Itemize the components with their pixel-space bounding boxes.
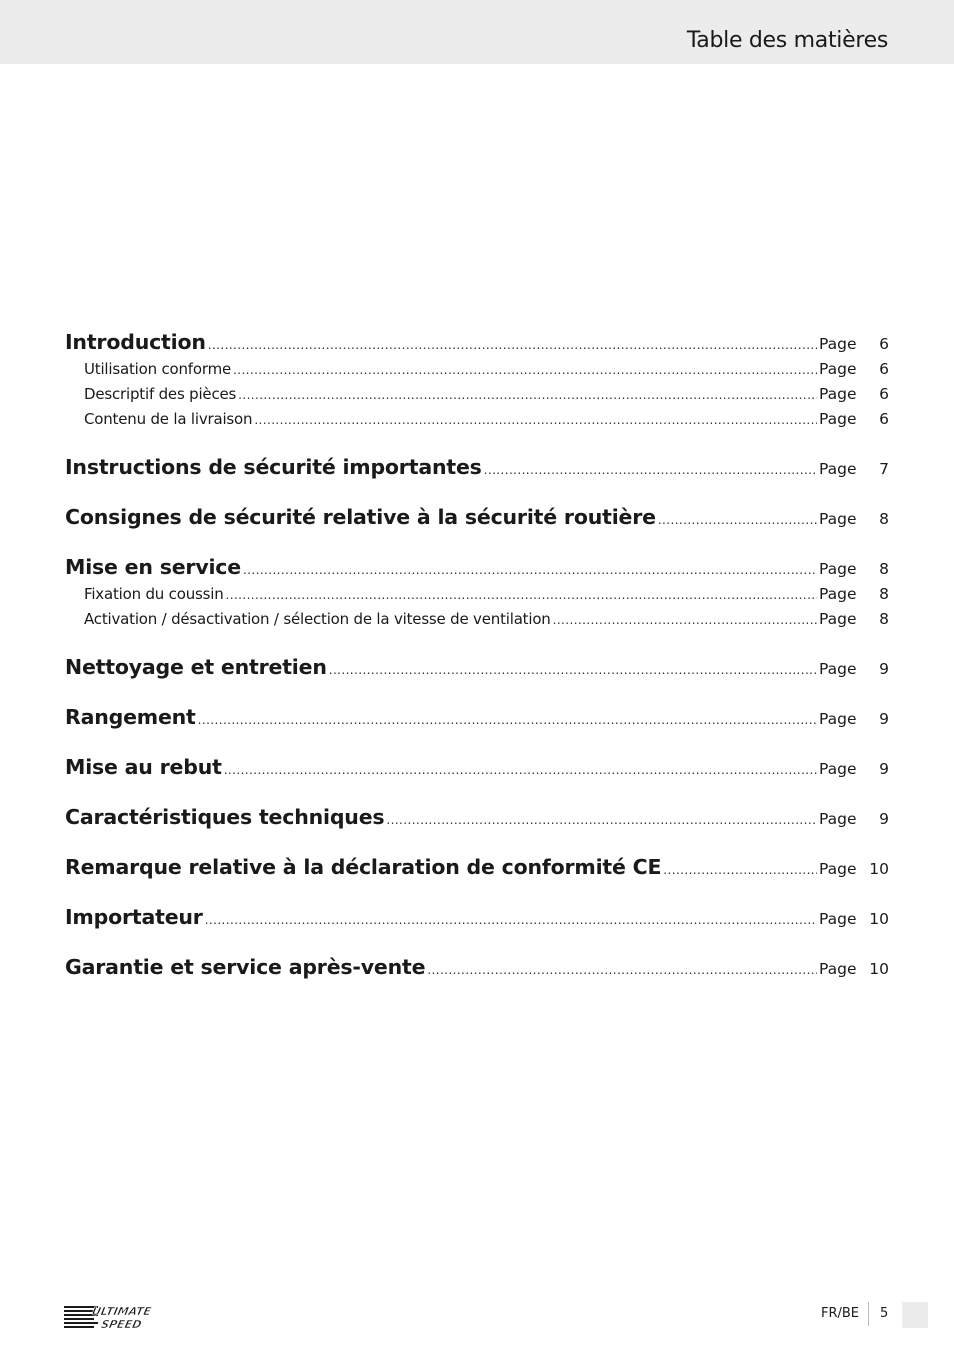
toc-page-label: Page — [819, 960, 857, 978]
toc-entry-instructions-securite[interactable] — [65, 455, 889, 479]
dot-leader — [205, 913, 817, 927]
toc-entry-title: Consignes de sécurité relative à la sécurité routière — [65, 505, 656, 529]
dot-leader — [553, 613, 817, 627]
toc-page-label: Page — [819, 860, 857, 878]
dot-leader — [427, 963, 817, 977]
dot-leader — [224, 763, 817, 777]
logo-text-ultimate: ULTIMATE — [90, 1305, 153, 1318]
toc-entry-title: Fixation du coussin — [84, 585, 224, 603]
toc-entry-utilisation-conforme[interactable] — [84, 360, 889, 378]
dot-leader — [254, 413, 817, 427]
toc-page-number: 10 — [869, 860, 889, 878]
dot-leader — [208, 338, 817, 352]
dot-leader — [226, 588, 817, 602]
toc-page-label: Page — [819, 610, 857, 628]
toc-page-label: Page — [819, 660, 857, 678]
logo-text-speed: SPEED — [99, 1318, 143, 1331]
toc-entry-mise-au-rebut[interactable] — [65, 755, 889, 779]
toc-entry-importateur[interactable] — [65, 905, 889, 929]
toc-entry-title: Caractéristiques techniques — [65, 805, 385, 829]
toc-page-label: Page — [819, 585, 857, 603]
toc-page-label: Page — [819, 385, 857, 403]
language-code: FR/BE — [821, 1306, 860, 1321]
toc-entry-caracteristiques-techniques[interactable] — [65, 805, 889, 829]
toc-page-number: 8 — [879, 560, 889, 578]
toc-entry-remarque-conformite-ce[interactable] — [65, 855, 889, 879]
toc-entry-activation-ventilation[interactable] — [84, 610, 889, 628]
toc-page-number: 9 — [879, 710, 889, 728]
dot-leader — [663, 863, 817, 877]
toc-page-number: 8 — [879, 585, 889, 603]
page-number: 5 — [880, 1306, 889, 1321]
toc-page-label: Page — [819, 560, 857, 578]
dot-leader — [329, 663, 817, 677]
footer-divider — [868, 1302, 869, 1326]
toc-page-number: 10 — [869, 960, 889, 978]
toc-page-label: Page — [819, 410, 857, 428]
toc-entry-garantie-service[interactable] — [65, 955, 889, 979]
toc-entry-title: Activation / désactivation / sélection de la vitesse de ventilation — [84, 610, 551, 628]
toc-entry-title: Garantie et service après-vente — [65, 955, 426, 979]
toc-entry-title: Rangement — [65, 705, 196, 729]
dot-leader — [484, 463, 817, 477]
toc-entry-title: Introduction — [65, 330, 206, 354]
toc-page-number: 6 — [879, 410, 889, 428]
toc-page-number: 6 — [879, 385, 889, 403]
toc-entry-title: Mise en service — [65, 555, 241, 579]
toc-page-label: Page — [819, 335, 857, 353]
toc-page-number: 7 — [879, 460, 889, 478]
toc-page-label: Page — [819, 510, 857, 528]
toc-entry-rangement[interactable] — [65, 705, 889, 729]
toc-page-label: Page — [819, 460, 857, 478]
dot-leader — [243, 563, 817, 577]
toc-page-number: 6 — [879, 335, 889, 353]
toc-page-number: 6 — [879, 360, 889, 378]
page-title: Table des matières — [686, 28, 888, 53]
toc-page-label: Page — [819, 910, 857, 928]
page-tab-marker — [902, 1302, 928, 1328]
toc-entry-title: Descriptif des pièces — [84, 385, 237, 403]
toc-entry-title: Nettoyage et entretien — [65, 655, 327, 679]
toc-entry-descriptif-des-pieces[interactable] — [84, 385, 889, 403]
toc-page-number: 8 — [879, 510, 889, 528]
toc-entry-title: Utilisation conforme — [84, 360, 232, 378]
toc-page-label: Page — [819, 810, 857, 828]
toc-entry-title: Contenu de la livraison — [84, 410, 253, 428]
dot-leader — [658, 513, 817, 527]
toc-page-label: Page — [819, 360, 857, 378]
toc-entry-title: Instructions de sécurité importantes — [65, 455, 482, 479]
toc-page-number: 10 — [869, 910, 889, 928]
toc-entry-title: Mise au rebut — [65, 755, 222, 779]
toc-page-label: Page — [819, 710, 857, 728]
dot-leader — [238, 388, 817, 402]
toc-entry-nettoyage-entretien[interactable] — [65, 655, 889, 679]
dot-leader — [233, 363, 817, 377]
dot-leader — [198, 713, 817, 727]
toc-page-number: 9 — [879, 660, 889, 678]
toc-entry-introduction[interactable] — [65, 330, 889, 354]
dot-leader — [386, 813, 817, 827]
toc-entry-fixation-du-coussin[interactable] — [84, 585, 889, 603]
toc-entry-title: Remarque relative à la déclaration de conformité CE — [65, 855, 662, 879]
toc-entry-contenu-de-la-livraison[interactable] — [84, 410, 889, 428]
ultimate-speed-logo — [64, 1302, 160, 1332]
toc-page-number: 8 — [879, 610, 889, 628]
toc-page-number: 9 — [879, 760, 889, 778]
toc-entry-title: Importateur — [65, 905, 203, 929]
toc-page-label: Page — [819, 760, 857, 778]
toc-entry-consignes-securite-routiere[interactable] — [65, 505, 889, 529]
toc-page-number: 9 — [879, 810, 889, 828]
toc-entry-mise-en-service[interactable] — [65, 555, 889, 579]
